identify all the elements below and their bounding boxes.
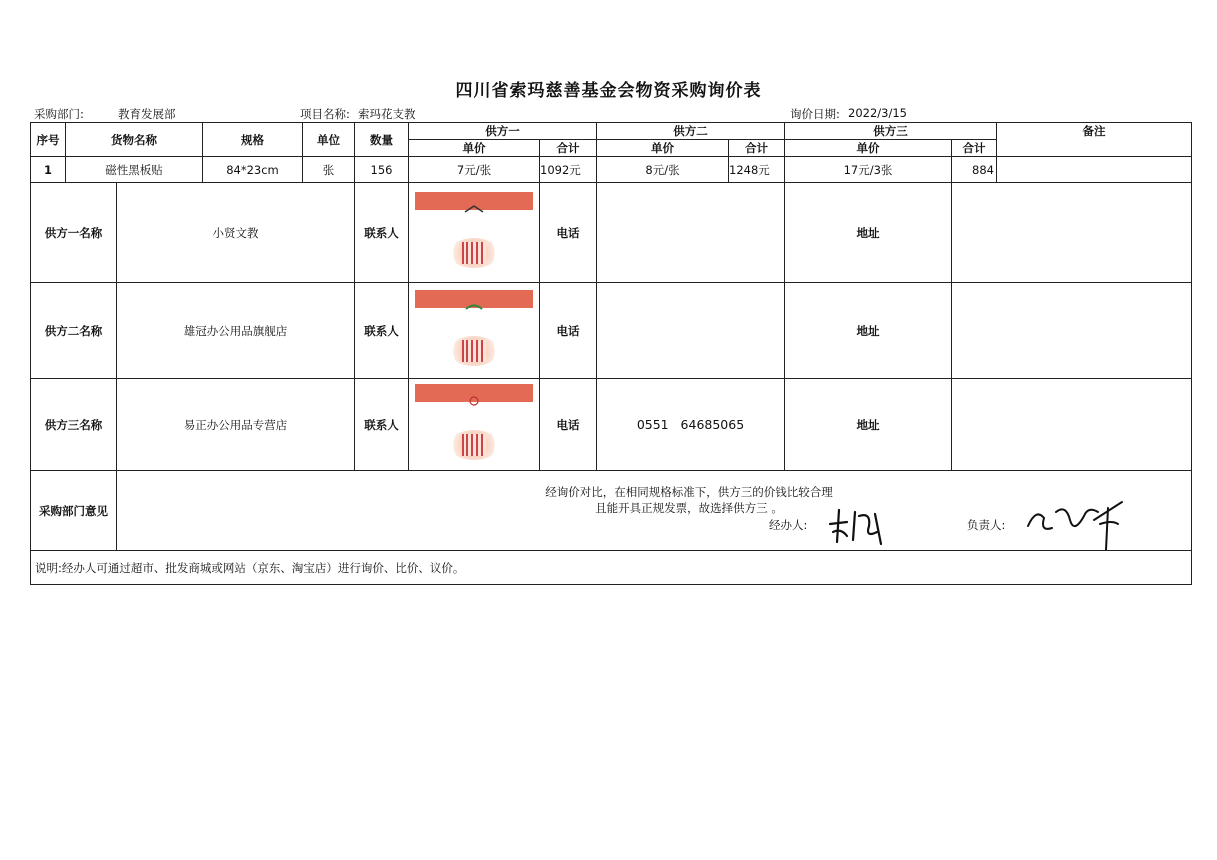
form-title: 四川省索玛慈善基金会物资采购询价表 <box>455 81 762 101</box>
supplier2-address-label: 地址 <box>785 283 952 379</box>
opinion-label: 采购部门意见 <box>31 471 117 551</box>
supplier2-phone-label: 电话 <box>540 283 597 379</box>
header-supplier3: 供方三 <box>785 123 997 140</box>
supplier2-name-label: 供方二名称 <box>31 283 117 379</box>
supplier3-contact-qr <box>409 379 540 471</box>
item-goods: 磁性黑板贴 <box>66 157 203 183</box>
opinion-line-2: 且能开具正规发票，故选择供方三 。 <box>595 500 783 515</box>
supplier1-address <box>952 183 1192 283</box>
qr-code-image <box>415 290 533 372</box>
supplier2-contact-label: 联系人 <box>355 283 409 379</box>
supplier3-contact-label: 联系人 <box>355 379 409 471</box>
header-s2-price: 单价 <box>597 140 729 157</box>
header-s1-price: 单价 <box>409 140 540 157</box>
header-s1-total: 合计 <box>540 140 597 157</box>
supplier-row-2 <box>31 283 1192 379</box>
item-remark <box>997 157 1192 183</box>
table-row <box>31 157 1192 183</box>
item-s2-price: 8元/张 <box>597 157 729 183</box>
handler-label: 经办人: <box>769 517 808 532</box>
supplier3-phone-label: 电话 <box>540 379 597 471</box>
supplier2-phone <box>597 283 785 379</box>
opinion-row <box>31 471 1192 551</box>
opinion-line-1: 经询价对比，在相同规格标准下，供方三的价钱比较合理 <box>545 484 833 499</box>
supplier2-contact-qr <box>409 283 540 379</box>
handler-signature <box>825 502 895 546</box>
responsible-label: 负责人: <box>967 517 1006 532</box>
supplier3-name: 易正办公用品专营店 <box>117 379 355 471</box>
project-label: 项目名称: <box>300 107 350 121</box>
supplier-row-1 <box>31 183 1192 283</box>
inquiry-table <box>30 122 1192 585</box>
supplier3-address <box>952 379 1192 471</box>
supplier1-phone <box>597 183 785 283</box>
supplier3-address-label: 地址 <box>785 379 952 471</box>
date-label: 询价日期: <box>790 107 840 121</box>
responsible-signature <box>1022 490 1132 551</box>
header-remark: 备注 <box>997 123 1192 157</box>
note-text: 说明:经办人可通过超市、批发商城或网站（京东、淘宝店）进行询价、比价、议价。 <box>31 551 1192 585</box>
dept-label: 采购部门: <box>34 107 84 121</box>
supplier1-contact-qr <box>409 183 540 283</box>
supplier2-address <box>952 283 1192 379</box>
supplier1-contact-label: 联系人 <box>355 183 409 283</box>
supplier1-name: 小贤文教 <box>117 183 355 283</box>
project-value: 索玛花支教 <box>358 107 416 121</box>
header-qty: 数量 <box>355 123 409 157</box>
item-s3-total: 884 <box>952 157 997 183</box>
item-s3-price: 17元/3张 <box>785 157 952 183</box>
qr-code-image <box>415 192 533 274</box>
header-s3-total: 合计 <box>952 140 997 157</box>
date-value: 2022/3/15 <box>848 106 907 120</box>
item-s1-total: 1092元 <box>540 157 597 183</box>
supplier3-phone: 0551 64685065 <box>597 379 785 471</box>
item-spec: 84*23cm <box>203 157 303 183</box>
header-supplier1: 供方一 <box>409 123 597 140</box>
item-s1-price: 7元/张 <box>409 157 540 183</box>
supplier2-name: 雄冠办公用品旗舰店 <box>117 283 355 379</box>
header-goods: 货物名称 <box>66 123 203 157</box>
item-s2-total: 1248元 <box>729 157 785 183</box>
header-s3-price: 单价 <box>785 140 952 157</box>
dept-value: 教育发展部 <box>118 107 176 121</box>
supplier1-name-label: 供方一名称 <box>31 183 117 283</box>
item-seq: 1 <box>31 157 66 183</box>
item-unit: 张 <box>303 157 355 183</box>
note-row <box>31 551 1192 585</box>
supplier1-phone-label: 电话 <box>540 183 597 283</box>
header-seq: 序号 <box>31 123 66 157</box>
opinion-cell <box>117 471 1192 551</box>
item-qty: 156 <box>355 157 409 183</box>
supplier-row-3 <box>31 379 1192 471</box>
header-spec: 规格 <box>203 123 303 157</box>
qr-code-image <box>415 384 533 466</box>
header-s2-total: 合计 <box>729 140 785 157</box>
header-unit: 单位 <box>303 123 355 157</box>
header-supplier2: 供方二 <box>597 123 785 140</box>
supplier3-name-label: 供方三名称 <box>31 379 117 471</box>
supplier1-address-label: 地址 <box>785 183 952 283</box>
